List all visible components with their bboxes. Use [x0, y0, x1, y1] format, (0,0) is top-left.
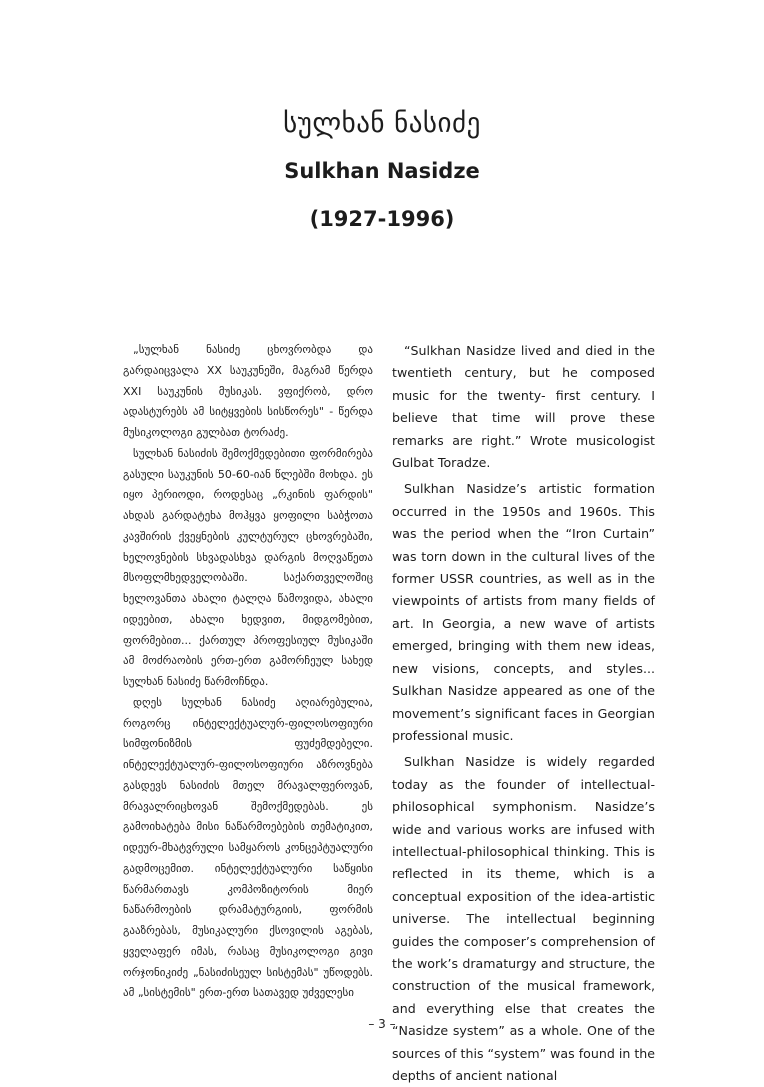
georgian-paragraph: „სულხან ნასიძე ცხოვრობდა და გარდაიცვალა XX საუკუნეში, მაგრამ წერდა XXI საუკუნის მუსიკას. ვფიქრობ, დრო ადასტურებს ამ სიტყვების სისწორეს" - წერდა მუსიკოლოგი გულბათ ტორაძე.: [123, 343, 373, 439]
life-years: (1927-1996): [309, 207, 455, 231]
english-paragraph: Sulkhan Nasidze’s artistic formation occurred in the 1950s and 1960s. This was the period when the “Iron Curtain” was torn down in the cultural lives of the former USSR countries, as well as in the viewpoints of artists from many fields of art. In Georgia, a new wave of artists emerged, bringing with them new ideas, new visions, concepts, and styles... Sulkhan Nasidze appeared as one of the movement’s significant faces in Georgian professional music.: [392, 481, 655, 743]
english-text-column: [392, 340, 655, 1087]
georgian-text-column: [123, 340, 373, 1004]
georgian-paragraph: დღეს სულხან ნასიძე აღიარებულია, როგორც ინტელექტუალურ-ფილოსოფიური სიმფონიზმის ფუძემდებელი. ინტელექტუალურ-ფილოსოფიური აზროვნება გასდევს ნასიძის მთელ მრავალფეროვან, მრავალრიცხოვან შემოქმედებას. ეს გამოიხატება მისი ნაწარმოებების თემატიკით, იდეურ-მხატვრული სამყაროს კონცეპტუალური გადმოცემით. ინტელექტუალური საწყისი წარმართავს კომპოზიტორის მიერ ნაწარმოების დრამატურგიის, ფორმის გააზრებას, მუსიკალური ქსოვილის აგებას, ყველაფერ იმას, რასაც მუსიკოლოგი გივი ორჯონიკიძე „ნასიძისეულ სისტემას" უწოდებს. ამ „სისტემის" ერთ-ერთ სათავედ უძველესი: [123, 695, 373, 1000]
english-paragraph: Sulkhan Nasidze is widely regarded today as the founder of intellectual-philosophical symphonism. Nasidze’s wide and various works are infused with intellectual-philosophical thinking. This is reflected in its theme, which is a conceptual exposition of the idea-artistic universe. The intellectual beginning guides the composer’s comprehension of the work’s dramaturgy and structure, the construction of the musical framework, and everything else that creates the “Nasidze system” as a whole. One of the sources of this “system” was found in the depths of ancient national: [392, 754, 655, 1083]
english-paragraph: “Sulkhan Nasidze lived and died in the twentieth century, but he composed music for the twenty- first century. I believe that time will prove these remarks are right.” Wrote musicologist Gulbat Toradze.: [392, 343, 655, 471]
title-georgian: სულხან ნასიძე: [283, 108, 481, 139]
page-number: – 3 –: [368, 1017, 396, 1031]
title-english: Sulkhan Nasidze: [284, 159, 480, 183]
georgian-paragraph: სულხან ნასიძის შემოქმედებითი ფორმირება გასული საუკუნის 50-60-იან წლებში მოხდა. ეს იყო პერიოდი, როდესაც „რკინის ფარდის" ახდას გარდატეხა მოჰყვა ყოფილი საბჭოთა კავშირის ქვეყნების კულტურულ ცხოვრებაში, ხელოვნების სხვადასხვა დარგის მოღვაწეთა მსოფლმხედველობაში. საქართველოშიც ხელოვანთა ახალი ტალღა წამოვიდა, ახალი იდეებით, ახალი ხედვით, მიდგომებით, ფორმებით... ქართულ პროფესიულ მუსიკაში ამ მოძრაობის ერთ-ერთ გამორჩეულ სახედ სულხან ნასიძე წარმოჩნდა.: [123, 446, 373, 688]
title-block: [0, 100, 764, 244]
